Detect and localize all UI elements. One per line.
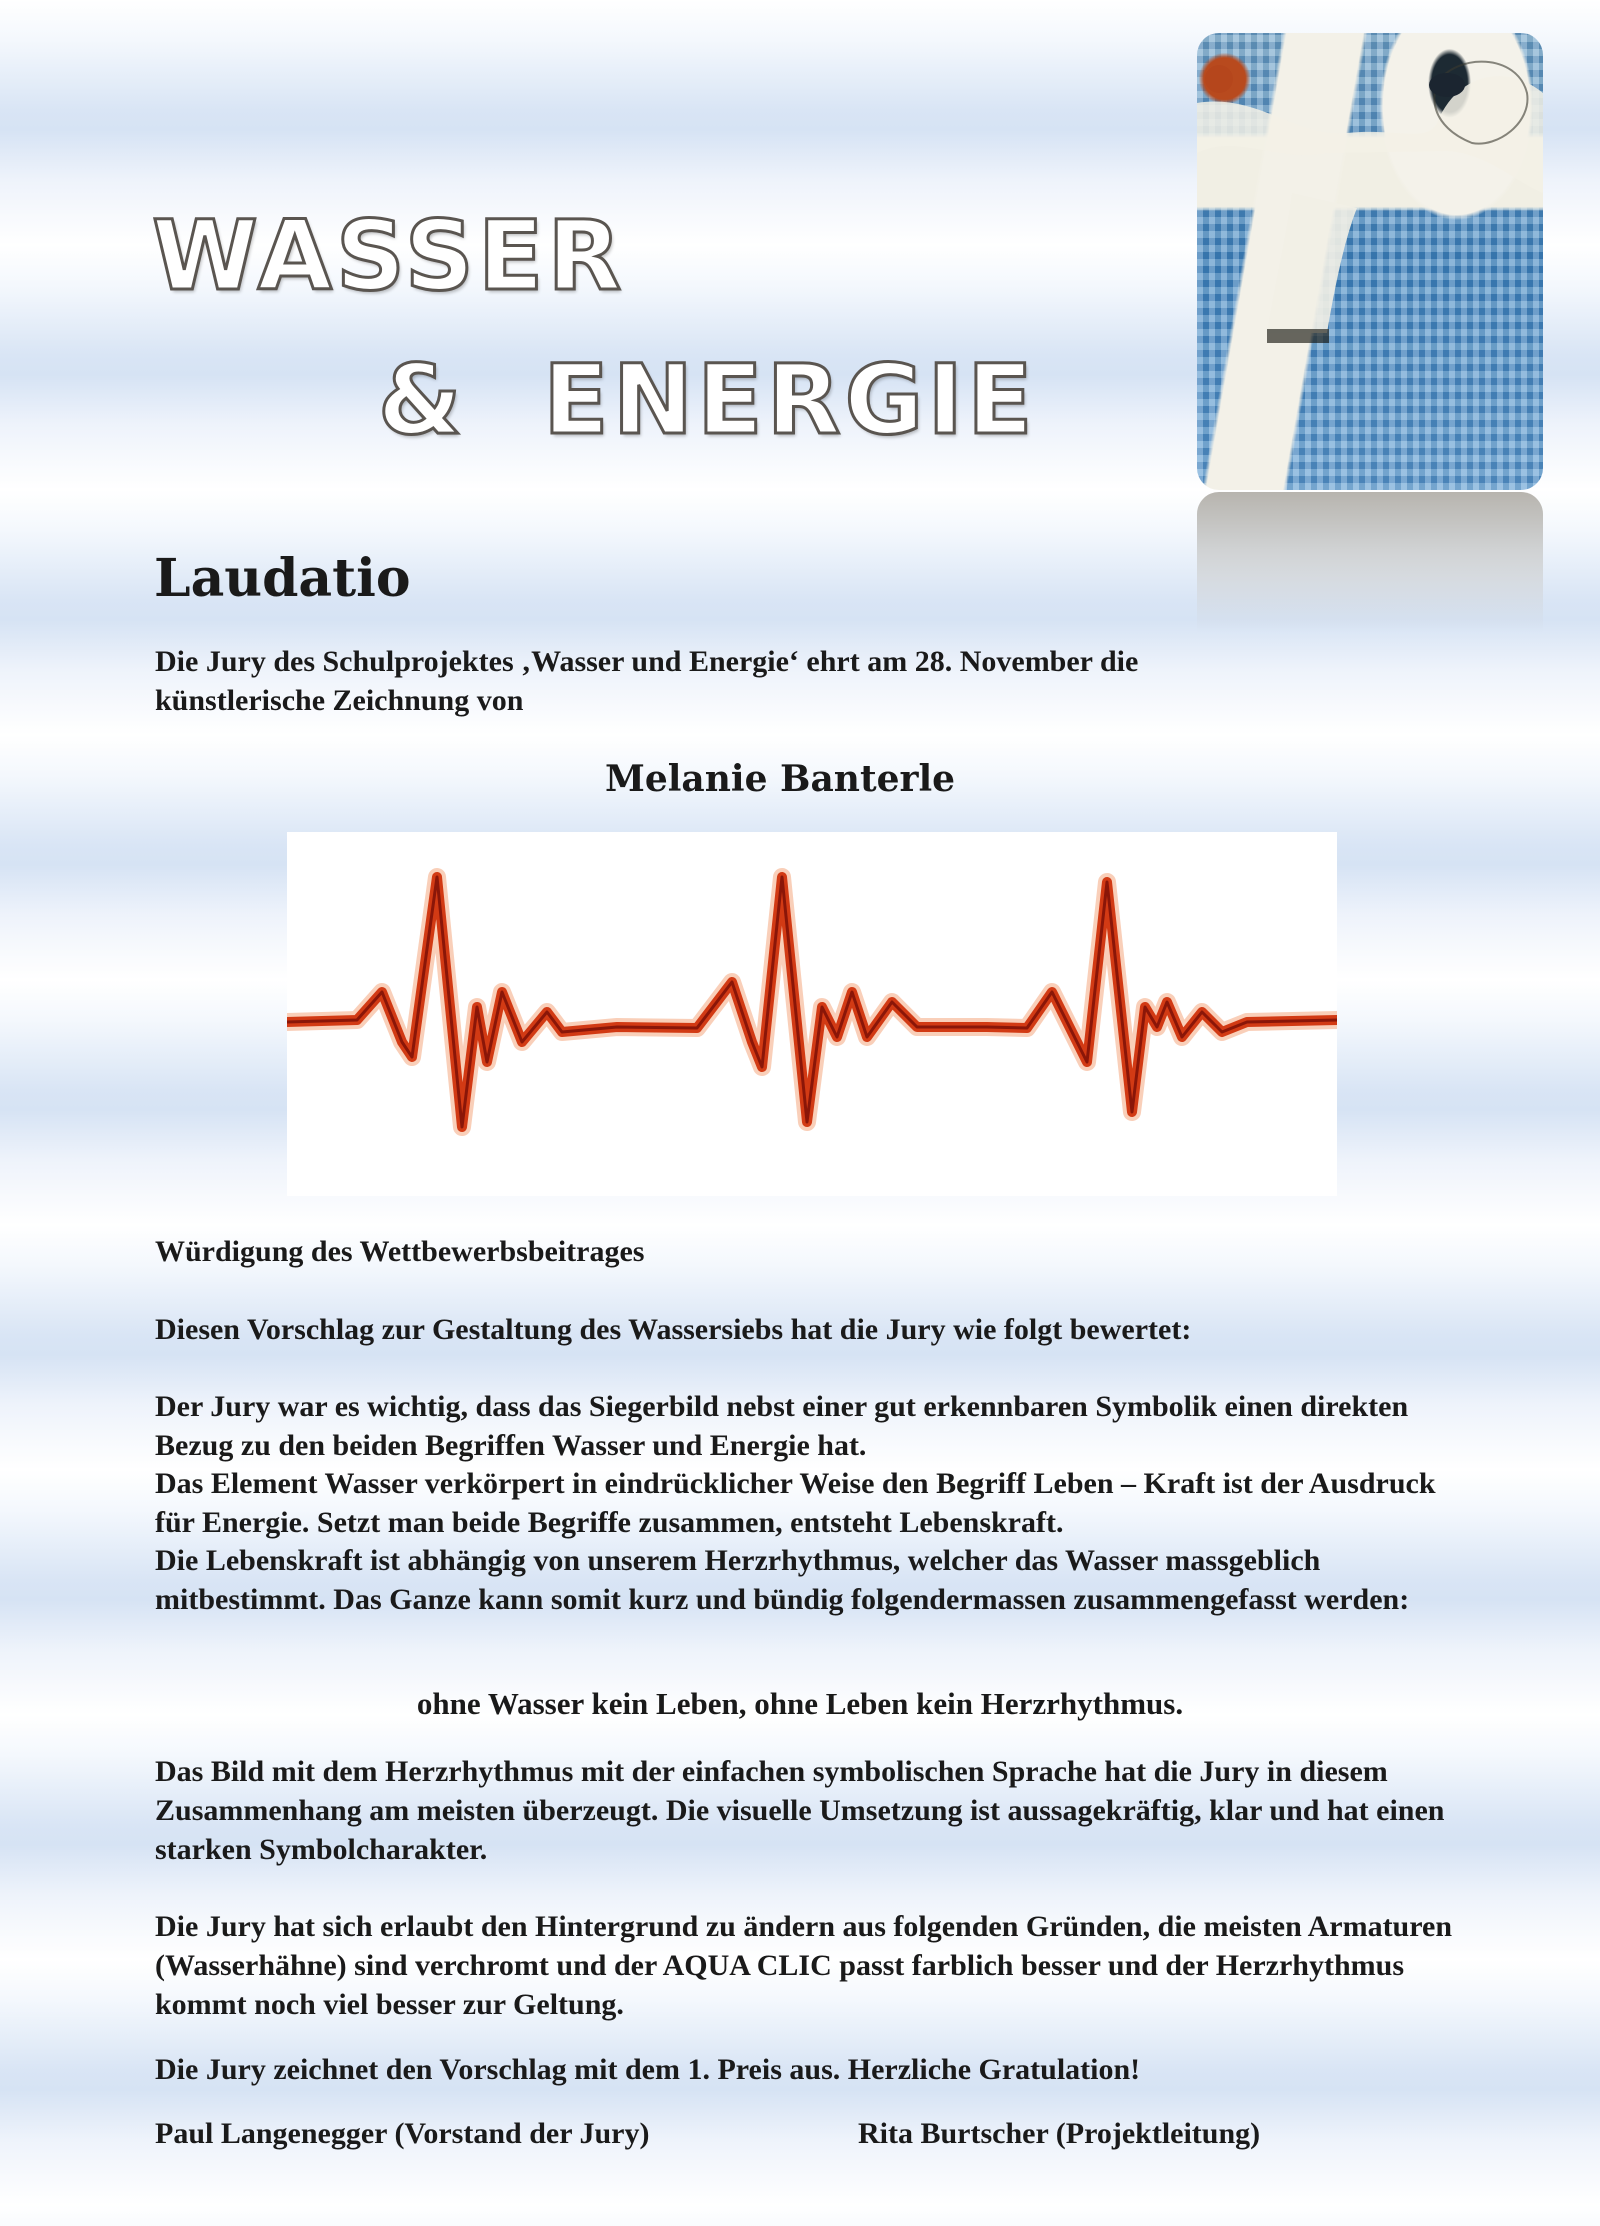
bold-leben-kraft: Leben – Kraft [1033,1467,1216,1500]
winner-name: Melanie Banterle [604,758,956,800]
image-assessment-paragraph: Das Bild mit dem Herzrhythmus mit der einfachen symbolischen Sprache hat die Jury in diesem Zusammenhang am meisten überzeugt. Die visuelle Umsetzung ist aussagekräftig, klar und hat einen starken Symbolcharakter. [155,1755,1445,1866]
intro-text: Die Jury des Schulprojektes ‚Wasser und Energie‘ ehrt am 28. November die künstlerische Zeichnung von [155,645,1139,717]
title-energie: & ENERGIE [378,344,1037,456]
closing-text: Die Jury zeichnet den Vorschlag mit dem 1. Preis aus. Herzliche Gratulation! [155,2053,1141,2086]
para1-sentence-2c: ist der Ausdruck für Energie. Setzt man beide Begriffe zusammen, entsteht [155,1467,1436,1539]
para1-sentence-2a: Das Element Wasser verkörpert in eindrücklicher Weise den Begriff [155,1467,1034,1500]
faucet-mosaic-icon [1197,33,1543,490]
evaluation-paragraph [155,1388,1455,1619]
background-change-paragraph: Die Jury hat sich erlaubt den Hintergrund zu ändern aus folgenden Gründen, die meisten Armaturen (Wasserhähne) sind verchromt und der AQUA CLIC passt farblich besser und der Herzrhythmus kommt noch viel besser zur Geltung. [155,1910,1453,2021]
mosaic-reflection [1197,492,1543,632]
section-title: Würdigung des Wettbewerbsbeitrages [155,1235,645,1268]
signature-jury-chair: Paul Langenegger (Vorstand der Jury) [155,2117,650,2150]
title-wasser: WASSER [152,200,626,312]
mosaic-image [1197,33,1543,490]
motto-quote: ohne Wasser kein Leben, ohne Leben kein Herzrhythmus. [416,1686,1184,1721]
para1-sentence-1: Der Jury war es wichtig, dass das Siegerbild nebst einer gut erkennbaren Symbolik einen direkten Bezug zu den beiden Begriffen Wasser und Energie hat. [155,1390,1409,1462]
page-heading: Laudatio [154,548,411,609]
heartbeat-icon [287,832,1337,1196]
lead-text: Diesen Vorschlag zur Gestaltung des Wassersiebs hat die Jury wie folgt bewertet: [155,1313,1192,1346]
signature-project-lead: Rita Burtscher (Projektleitung) [858,2117,1261,2150]
para1-sentence-3: Die Lebenskraft ist abhängig von unserem Herzrhythmus, welcher das Wasser massgeblich mitbestimmt. Das Ganze kann somit kurz und bündig folgendermassen zusammengefasst werden: [155,1544,1410,1616]
heartbeat-image [287,832,1337,1196]
bold-lebenskraft: Lebenskraft. [899,1505,1064,1539]
